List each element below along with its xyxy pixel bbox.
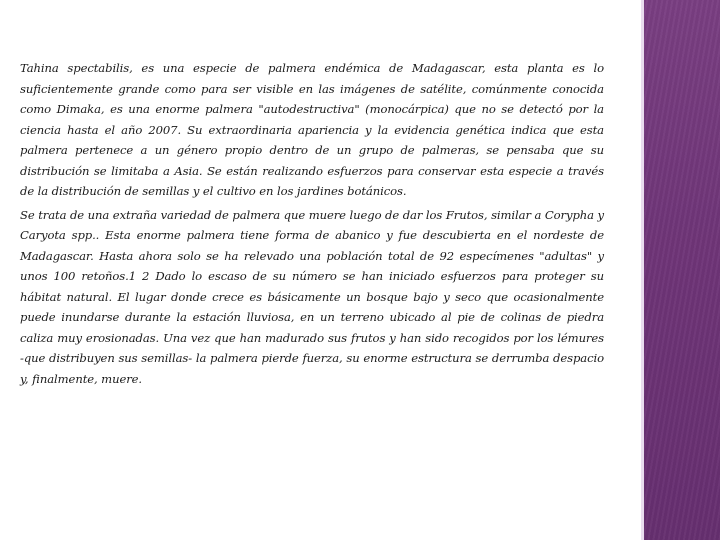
text-body — [20, 58, 604, 392]
paragraph-1: Tahina spectabilis, es una especie de palmera endémica de Madagascar, esta planta es lo suficientemente grande como para ser visible en las imágenes de satélite, comúnmente conocida como Dimaka, es una enorme palmera "autodestructiva" (monocárpica) que no se detectó por la ciencia hasta el año 2007. Su extraordinaria apariencia y la evidencia genética indica que esta palmera pertenece a un género propio dentro de un grupo de palmeras, se pensaba que su distribución se limitaba a Asia. Se están realizando esfuerzos para conservar esta especie a través de la distribución de semillas y el cultivo en los jardines botánicos. — [20, 61, 604, 198]
paragraph-2: Se trata de una extraña variedad de palmera que muere luego de dar los Frutos, similar a Corypha y Caryota spp.. Esta enorme palmera tiene forma de abanico y fue descubierta en el nordeste de Madagascar. Hasta ahora solo se ha relevado una población total de 92 especímenes "adultas" y unos 100 retoños.1 2 Dado lo escaso de su número se han iniciado esfuerzos para proteger su hábitat natural. El lugar donde crece es básicamente un bosque bajo y seco que ocasionalmente puede inundarse durante la estación lluviosa, en un terreno ubicado al pie de colinas de piedra caliza muy erosionadas. Una vez que han madurado sus frutos y han sido recogidos por los lémures -que distribuyen sus semillas- la palmera pierde fuerza, su enorme estructura se derrumba despacio y, finalmente, muere. — [20, 207, 604, 386]
decorative-side-band — [641, 0, 720, 540]
